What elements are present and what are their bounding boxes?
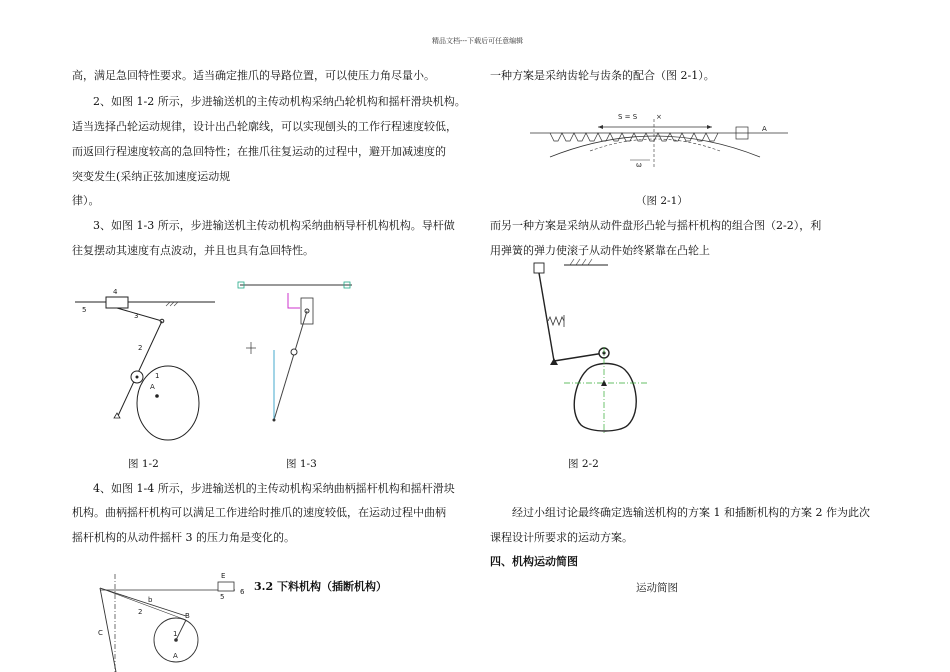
fig22-follower-arm [554,353,604,361]
figure-1-3 [236,280,356,425]
left-paragraph-2-line-2: 适当选择凸轮运动规律，设计出凸轮廓线，可以实现刨头的工作行程速度较低， [72,120,457,133]
right-paragraph-3-line-2: 课程设计所要求的运动方案。 [490,531,633,544]
left-paragraph-2-line-5: 律）。 [72,194,100,207]
fig12-label-3: 3 [134,312,139,320]
figure-2-1 [530,105,795,175]
left-paragraph-4-line-1: 4、如图 1-4 所示，步进输送机的主传动机构采纳曲柄摇杆机构和摇杆滑块 [93,482,455,495]
fig14-crank-pivot [174,638,178,642]
fig22-spring [548,317,564,325]
figure-1-4 [90,570,260,672]
fig22-rocker-arm [539,273,554,361]
figure-1-3-caption: 图 1-3 [286,458,317,470]
left-paragraph-2-line-1: 2、如图 1-2 所示，步进输送机的主传动机构采纳凸轮机构和摇杆滑块机构。 [93,95,466,108]
fig12-cam-pivot [155,394,159,398]
fig21-label-omega: ω [636,161,642,169]
fig14-label-1: 1 [173,630,178,638]
fig14-label-C: C [98,629,103,637]
fig14-label-2: 2 [138,608,143,616]
figure-2-2 [528,255,668,440]
figure-2-1-caption: （图 2-1） [636,195,688,207]
fig22-cam-profile [574,364,636,432]
left-paragraph-4-line-2: 机构。曲柄摇杆机构可以满足工作进给时推爪的速度较低，在运动过程中曲柄 [72,506,446,519]
fig13-motion-arrow [288,293,300,308]
fig21-arrow-right [707,125,712,129]
fig22-top-hatch [570,259,592,265]
fig14-label-5: 5 [220,593,225,601]
fig14-crank [176,620,186,640]
fig14-link-b [100,588,186,616]
fig13-ground-pivot [273,419,276,422]
fig12-slider [106,297,128,308]
right-paragraph-2-line-2: 用弹簧的弹力使滚子从动件始终紧靠在凸轮上 [490,244,710,257]
kinematic-diagram-title: 运动简图 [636,582,678,594]
fig22-upper-pivot [534,263,544,273]
fig12-label-5: 5 [82,306,87,314]
right-paragraph-3-line-1: 经过小组讨论最终确定选输送机构的方案 1 和插断机构的方案 2 作为此次 [512,506,870,519]
fig12-label-2: 2 [138,344,143,352]
fig21-label-A: A [762,125,767,133]
left-paragraph-1: 高，满足急回特性要求。适当确定推爪的导路位置，可以使压力角尽量小。 [72,69,435,82]
fig21-label-s: S = S [618,113,638,121]
left-paragraph-4-line-3: 摇杆机构的从动件摇杆 3 的压力角是变化的。 [72,531,295,544]
fig14-link-2 [100,588,186,620]
section-3-2-heading: 3.2 下料机构（插断机构） [254,580,387,593]
fig22-ground-pivot [550,358,558,365]
left-paragraph-3-line-2: 往复摆动其速度有点波动，并且也具有急回特性。 [72,244,314,257]
fig14-slider [218,582,234,591]
fig12-label-a: A [150,383,155,391]
figure-1-2-caption: 图 1-2 [128,458,159,470]
figure-1-2 [70,285,220,445]
right-paragraph-2-line-1: 而另一种方案是采纳从动件盘形凸轮与摇杆机构的组合图（2-2），利 [490,219,822,232]
fig14-label-A: A [173,652,178,660]
figure-2-2-caption: 图 2-2 [568,458,599,470]
fig14-label-B: B [185,612,190,620]
right-paragraph-1: 一种方案是采纳齿轮与齿条的配合（图 2-1）。 [490,69,715,82]
header-note: 精品文档---下载后可任意编辑 [432,37,524,45]
fig21-label-x: × [656,113,662,121]
left-paragraph-3-line-1: 3、如图 1-3 所示，步进输送机主传动机构采纳曲柄导杆机构机构。导杆做 [93,219,455,232]
fig12-link-3 [117,308,162,321]
left-paragraph-2-line-4: 突变发生(采纳正弦加速度运动规 [72,170,231,183]
fig13-guide-bar [274,311,307,420]
fig14-label-E: E [221,572,226,580]
fig12-roller-center [136,376,139,379]
left-paragraph-2-line-3: 而返回行程速度较高的急回特性；在推爪往复运动的过程中，避开加减速度的 [72,145,446,158]
fig12-label-1: 1 [155,372,160,380]
fig12-cam [137,366,199,440]
section-4-heading: 四、机构运动简图 [490,555,578,568]
fig12-ground-hatch [166,302,178,306]
fig13-crank-pin [291,349,297,355]
fig21-arrow-left [598,125,603,129]
fig14-label-b: b [148,596,153,604]
fig12-label-4: 4 [113,288,118,296]
fig14-label-6: 6 [240,588,245,596]
